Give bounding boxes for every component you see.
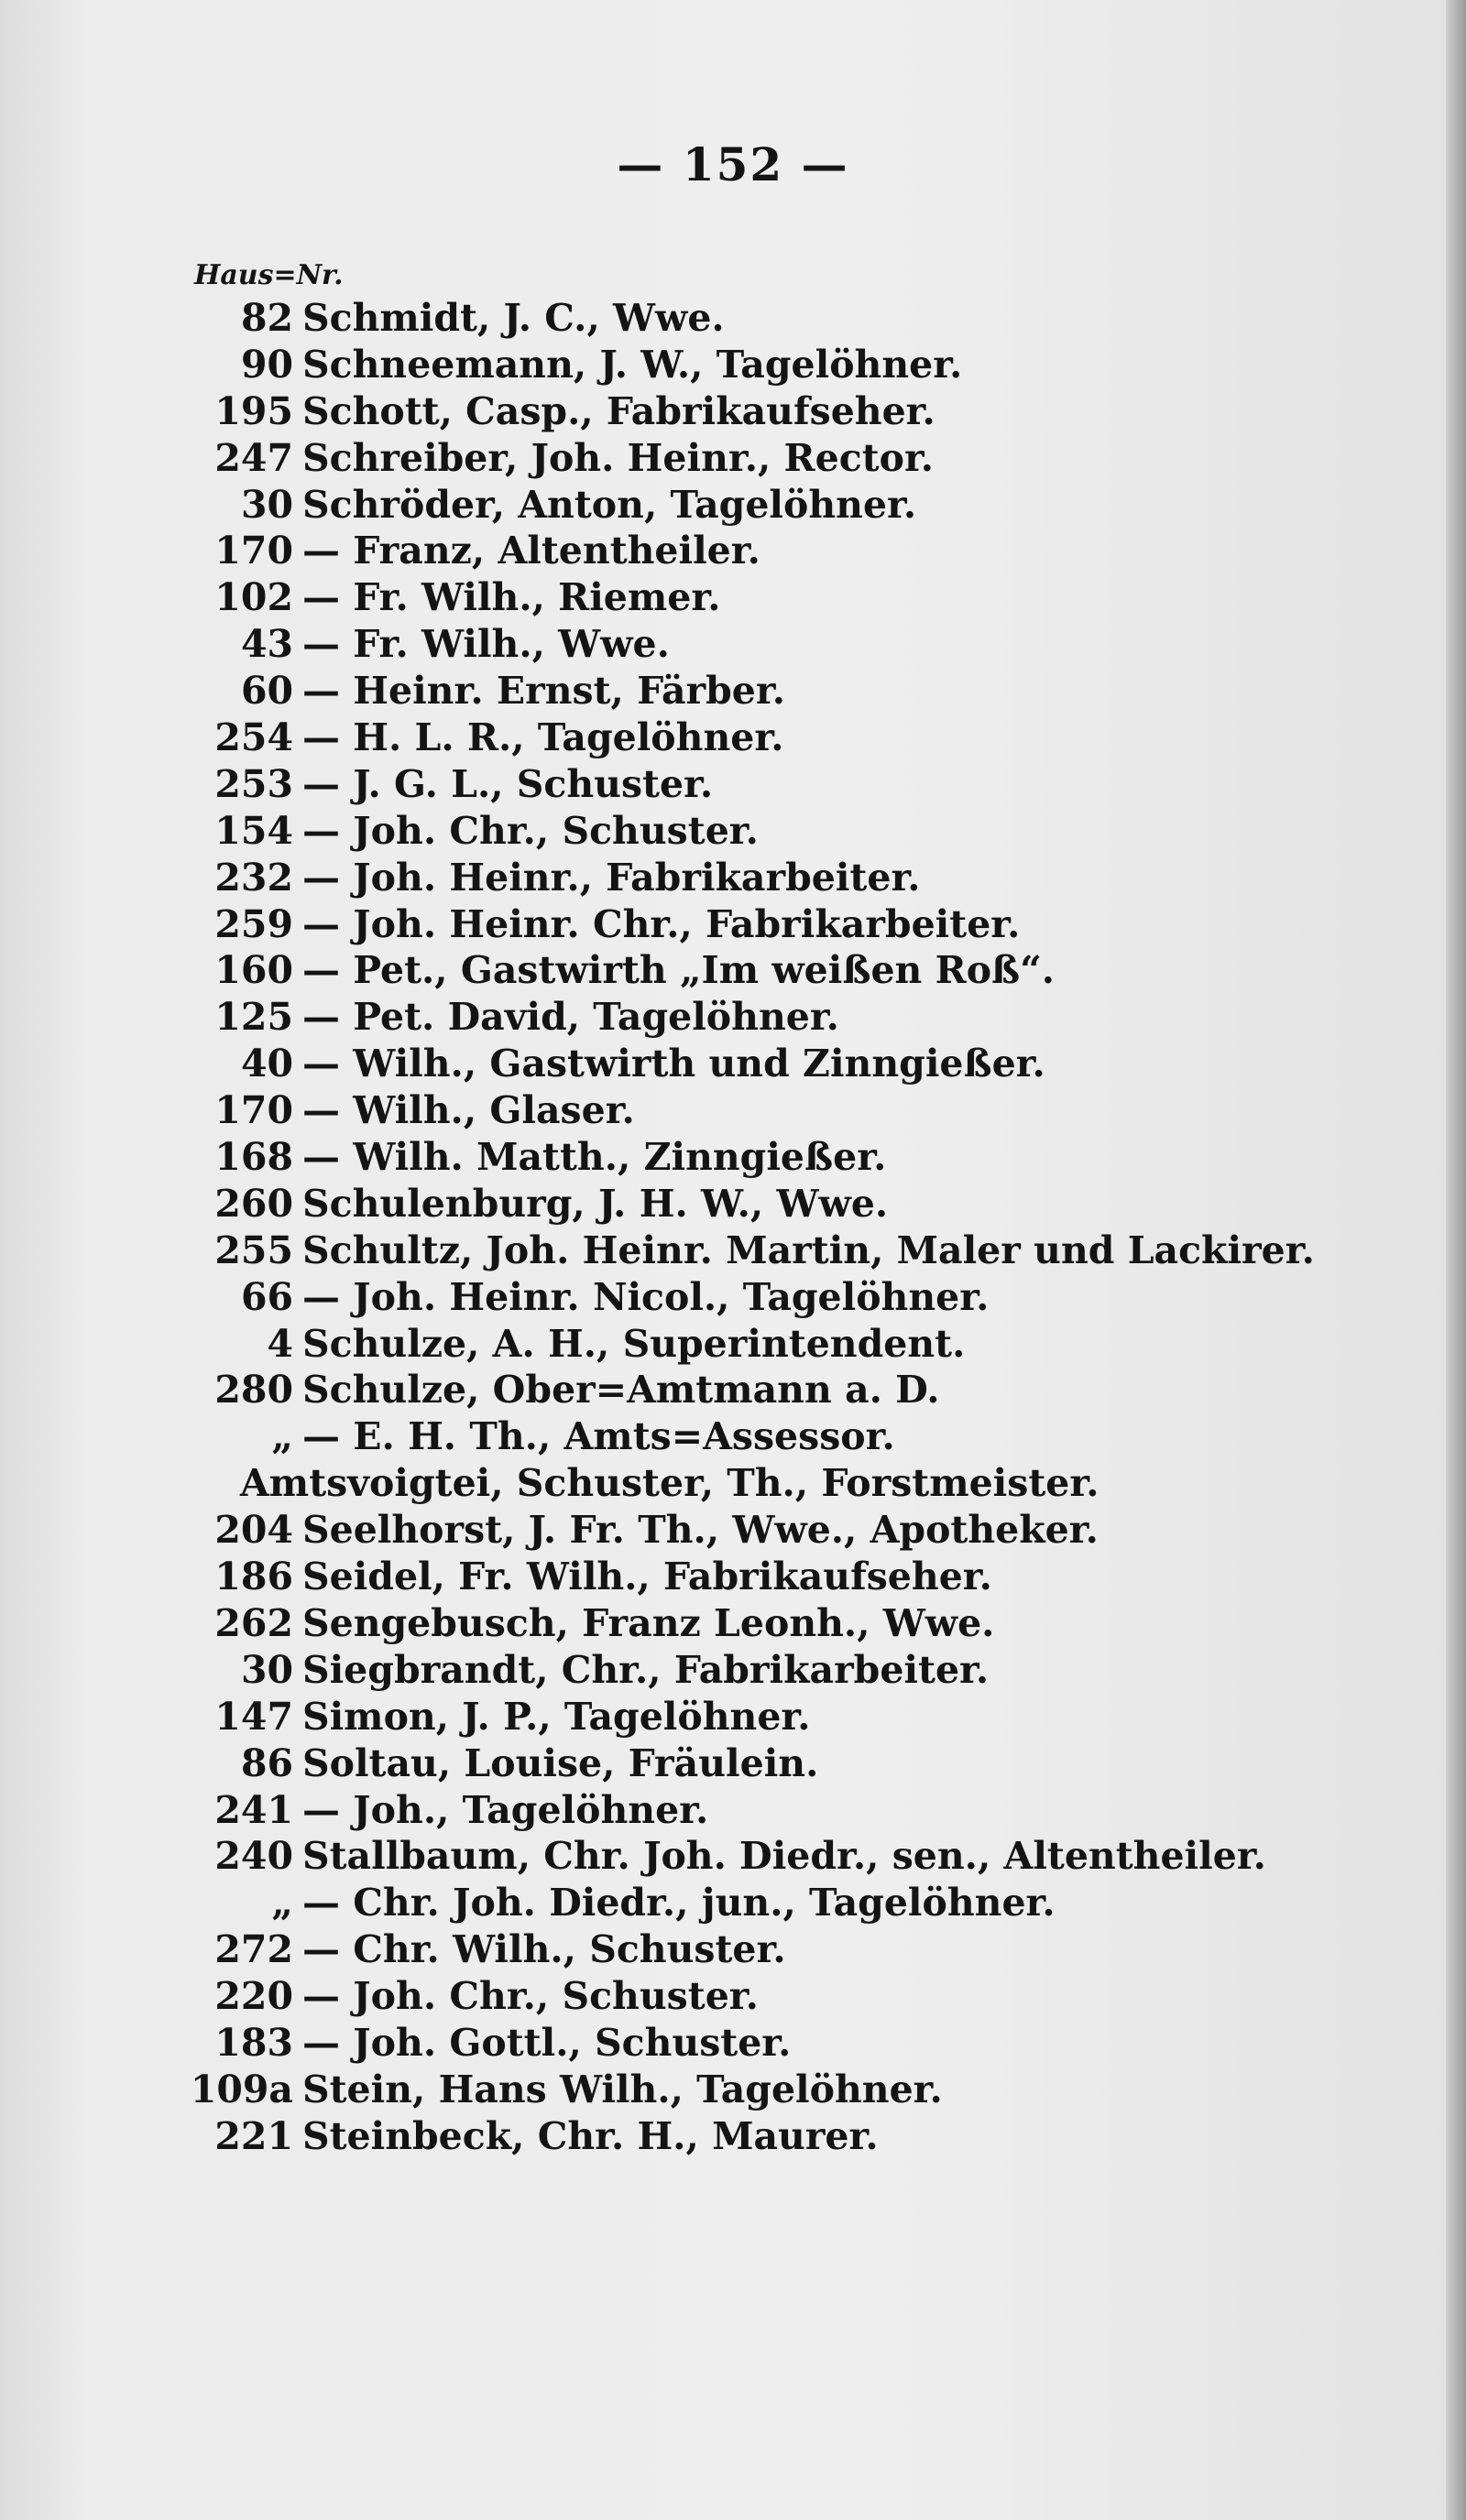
house-number: 272 <box>214 1927 293 1972</box>
directory-entry <box>0 1694 1466 1740</box>
house-number: 60 <box>240 669 293 714</box>
house-number: 30 <box>240 1647 293 1692</box>
directory-entry <box>0 574 1466 621</box>
house-number: 195 <box>214 388 293 433</box>
resident-entry-text: — Fr. Wilh., Wwe. <box>302 622 670 667</box>
house-number: 86 <box>240 1740 293 1785</box>
resident-entry-text: — Joh. Gottl., Schuster. <box>302 2020 792 2065</box>
house-number: 254 <box>214 715 293 760</box>
resident-entry-text: — Chr. Wilh., Schuster. <box>302 1927 786 1972</box>
directory-entry <box>0 435 1466 482</box>
house-number: 4 <box>267 1321 293 1366</box>
house-number: 168 <box>214 1135 293 1180</box>
resident-entry-text: — Joh. Heinr. Nicol., Tagelöhner. <box>302 1274 990 1319</box>
resident-entry-text: — Wilh., Glaser. <box>302 1088 635 1133</box>
directory-entry <box>0 2067 1466 2113</box>
directory-entry <box>0 1460 1466 1507</box>
resident-entry-text: — H. L. R., Tagelöhner. <box>302 715 784 760</box>
directory-entries <box>0 295 1466 2160</box>
directory-entry <box>0 295 1466 342</box>
directory-entry <box>0 1413 1466 1460</box>
resident-entry-text: Stein, Hans Wilh., Tagelöhner. <box>302 2067 943 2111</box>
house-number: 160 <box>214 948 293 993</box>
resident-entry-text: — E. H. Th., Amts=Assessor. <box>302 1414 895 1459</box>
resident-entry-text: Schmidt, J. C., Wwe. <box>302 296 725 340</box>
resident-entry-text: Steinbeck, Chr. H., Maurer. <box>302 2113 879 2158</box>
resident-entry-text: — Heinr. Ernst, Färber. <box>302 669 785 714</box>
resident-entry-text: Schröder, Anton, Tagelöhner. <box>302 482 917 527</box>
directory-entry <box>0 621 1466 668</box>
directory-entry <box>0 2113 1466 2160</box>
directory-entry <box>0 808 1466 855</box>
directory-entry <box>0 761 1466 808</box>
directory-entry <box>0 1833 1466 1880</box>
directory-entry <box>0 1647 1466 1694</box>
house-number: 241 <box>214 1787 293 1832</box>
resident-entry-text: Schneemann, J. W., Tagelöhner. <box>302 342 963 387</box>
directory-entry <box>0 388 1466 435</box>
resident-entry-text: — Joh. Chr., Schuster. <box>302 808 759 853</box>
resident-entry-text: — Wilh. Matth., Zinngießer. <box>302 1135 887 1180</box>
house-number: „ <box>271 1881 293 1925</box>
directory-entry <box>0 1926 1466 1973</box>
house-number: 170 <box>214 529 293 573</box>
house-number-column-header: Haus=Nr. <box>194 259 344 291</box>
directory-entry <box>0 1041 1466 1087</box>
house-number: 262 <box>214 1600 293 1645</box>
directory-entry <box>0 1367 1466 1413</box>
directory-entry <box>0 1134 1466 1181</box>
directory-entry <box>0 1274 1466 1321</box>
directory-entry <box>0 994 1466 1041</box>
house-number: 221 <box>214 2113 293 2158</box>
house-number: 109a <box>190 2067 293 2111</box>
house-number: 247 <box>214 435 293 480</box>
house-number: „ <box>271 1414 293 1459</box>
house-number: 40 <box>240 1042 293 1086</box>
house-number: 253 <box>214 761 293 806</box>
directory-entry <box>0 1554 1466 1600</box>
resident-entry-text: Seidel, Fr. Wilh., Fabrikaufseher. <box>302 1555 992 1599</box>
house-number: 220 <box>214 1974 293 2019</box>
directory-entry <box>0 1880 1466 1926</box>
directory-entry <box>0 1740 1466 1787</box>
resident-entry-text: Amtsvoigtei, Schuster, Th., Forstmeister. <box>240 1461 1100 1506</box>
resident-entry-text: Stallbaum, Chr. Joh. Diedr., sen., Altentheiler. <box>302 1834 1266 1879</box>
house-number: 30 <box>240 482 293 527</box>
directory-entry <box>0 482 1466 529</box>
resident-entry-text: — Wilh., Gastwirth und Zinngießer. <box>302 1042 1045 1086</box>
house-number: 259 <box>214 901 293 946</box>
resident-entry-text: Siegbrandt, Chr., Fabrikarbeiter. <box>302 1647 990 1692</box>
resident-entry-text: Schreiber, Joh. Heinr., Rector. <box>302 435 935 480</box>
house-number: 125 <box>214 995 293 1040</box>
house-number: 204 <box>214 1508 293 1553</box>
house-number: 82 <box>240 296 293 340</box>
resident-entry-text: Schulenburg, J. H. W., Wwe. <box>302 1181 889 1226</box>
resident-entry-text: Sengebusch, Franz Leonh., Wwe. <box>302 1600 995 1645</box>
directory-entry <box>0 342 1466 388</box>
house-number: 280 <box>214 1368 293 1413</box>
house-number: 90 <box>240 342 293 387</box>
house-number: 66 <box>240 1274 293 1319</box>
house-number: 255 <box>214 1227 293 1272</box>
house-number: 43 <box>240 622 293 667</box>
directory-entry <box>0 1600 1466 1647</box>
directory-entry <box>0 715 1466 761</box>
house-number: 170 <box>214 1088 293 1133</box>
resident-entry-text: Schulze, A. H., Superintendent. <box>302 1321 966 1366</box>
house-number: 260 <box>214 1181 293 1226</box>
resident-entry-text: Schulze, Ober=Amtmann a. D. <box>302 1368 940 1413</box>
directory-entry <box>0 901 1466 948</box>
house-number: 240 <box>214 1834 293 1879</box>
directory-entry <box>0 1227 1466 1274</box>
resident-entry-text: Schultz, Joh. Heinr. Martin, Maler und Lackirer. <box>302 1227 1315 1272</box>
resident-entry-text: Schott, Casp., Fabrikaufseher. <box>302 388 935 433</box>
directory-entry <box>0 668 1466 715</box>
directory-entry <box>0 1087 1466 1134</box>
directory-entry <box>0 1321 1466 1368</box>
resident-entry-text: — Joh., Tagelöhner. <box>302 1787 709 1832</box>
directory-entry <box>0 1973 1466 2020</box>
resident-entry-text: — Fr. Wilh., Riemer. <box>302 575 721 620</box>
resident-entry-text: — Franz, Altentheiler. <box>302 529 760 573</box>
house-number: 183 <box>214 2020 293 2065</box>
resident-entry-text: Seelhorst, J. Fr. Th., Wwe., Apotheker. <box>302 1508 1099 1553</box>
house-number: 232 <box>214 855 293 900</box>
directory-entry <box>0 1507 1466 1554</box>
resident-entry-text: — Joh. Chr., Schuster. <box>302 1974 759 2019</box>
house-number: 102 <box>214 575 293 620</box>
directory-entry <box>0 1181 1466 1227</box>
resident-entry-text: — Joh. Heinr. Chr., Fabrikarbeiter. <box>302 901 1021 946</box>
directory-entry <box>0 855 1466 901</box>
resident-entry-text: — Pet., Gastwirth „Im weißen Roß“. <box>302 948 1056 993</box>
house-number: 154 <box>214 808 293 853</box>
resident-entry-text: — J. G. L., Schuster. <box>302 761 714 806</box>
resident-entry-text: — Pet. David, Tagelöhner. <box>302 995 839 1040</box>
directory-entry <box>0 528 1466 574</box>
resident-entry-text: — Joh. Heinr., Fabrikarbeiter. <box>302 855 921 900</box>
resident-entry-text: Simon, J. P., Tagelöhner. <box>302 1694 811 1739</box>
resident-entry-text: Soltau, Louise, Fräulein. <box>302 1740 819 1785</box>
directory-entry <box>0 1787 1466 1834</box>
house-number: 147 <box>214 1694 293 1739</box>
directory-entry <box>0 2020 1466 2067</box>
house-number: 186 <box>214 1555 293 1599</box>
page-number: — 152 — <box>617 137 849 191</box>
resident-entry-text: — Chr. Joh. Diedr., jun., Tagelöhner. <box>302 1881 1056 1925</box>
directory-entry <box>0 947 1466 994</box>
